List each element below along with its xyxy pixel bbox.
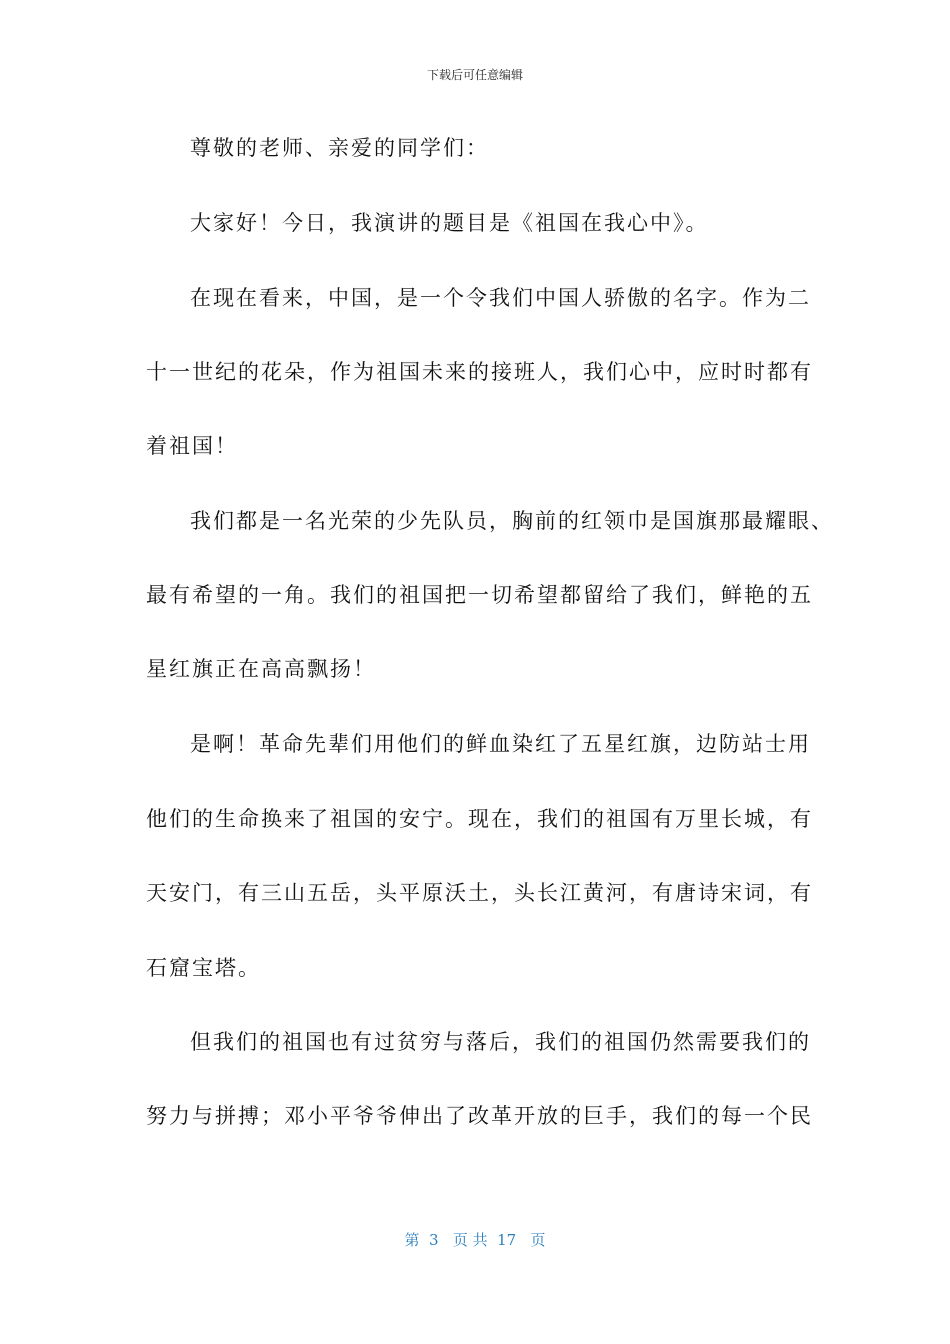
text-line-14: 努力与拼搏；邓小平爷爷伸出了改革开放的巨手，我们的每一个民 bbox=[146, 1104, 813, 1128]
text-line-4: 十一世纪的花朵，作为祖国未来的接班人，我们心中，应时时都有 bbox=[146, 360, 813, 384]
text-line-11: 天安门，有三山五岳，头平原沃土，头长江黄河，有唐诗宋词，有 bbox=[146, 881, 813, 905]
text-line-12: 石窟宝塔。 bbox=[146, 956, 261, 980]
text-line-3: 在现在看来，中国，是一个令我们中国人骄傲的名字。作为二 bbox=[190, 286, 811, 310]
text-line-6: 我们都是一名光荣的少先队员，胸前的红领巾是国旗那最耀眼、 bbox=[190, 509, 834, 533]
text-line-7: 最有希望的一角。我们的祖国把一切希望都留给了我们，鲜艳的五 bbox=[146, 583, 813, 607]
text-line-9: 是啊！革命先辈们用他们的鲜血染红了五星红旗，边防站士用 bbox=[190, 732, 811, 756]
page-footer: 第 3 页 共 17 页 bbox=[404, 1231, 546, 1249]
page-header: 下载后可任意编辑 bbox=[426, 68, 523, 82]
text-line-13: 但我们的祖国也有过贫穷与落后，我们的祖国仍然需要我们的 bbox=[190, 1030, 811, 1054]
text-line-2: 大家好！今日，我演讲的题目是《祖国在我心中》。 bbox=[190, 211, 709, 235]
text-line-5: 着祖国！ bbox=[146, 434, 238, 458]
text-line-8: 星红旗正在高高飘扬！ bbox=[146, 657, 376, 681]
text-line-1: 尊敬的老师、亲爱的同学们： bbox=[190, 136, 489, 160]
text-line-10: 他们的生命换来了祖国的安宁。现在，我们的祖国有万里长城，有 bbox=[146, 807, 813, 831]
